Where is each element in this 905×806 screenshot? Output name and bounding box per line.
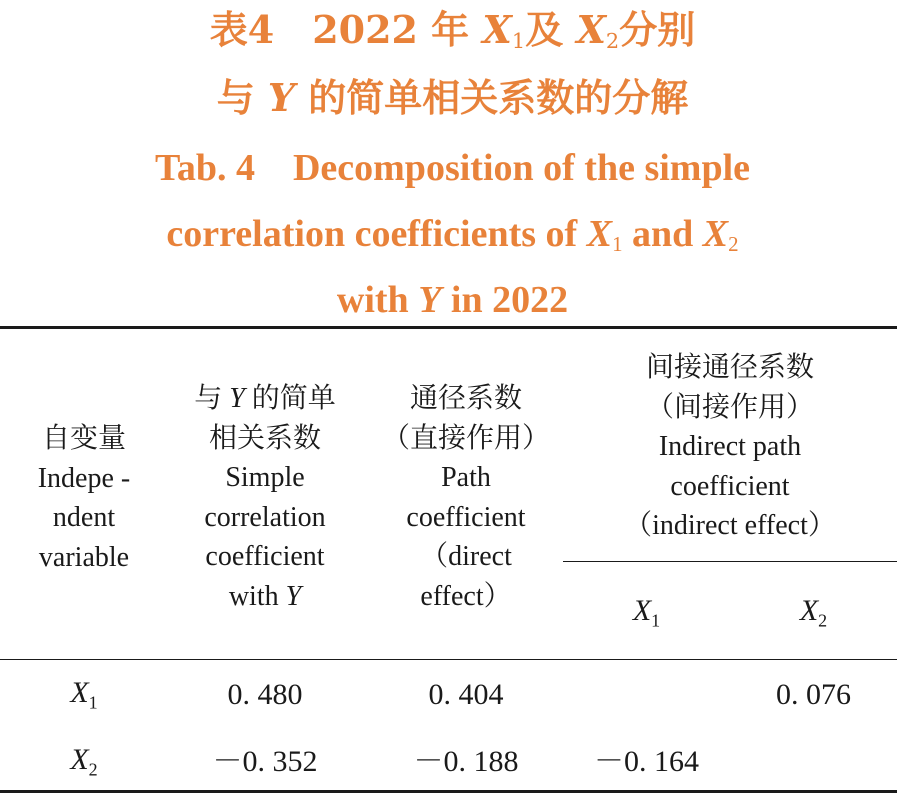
row-variable-x1: $X_1$ — [70, 676, 98, 713]
cell-simple-correlation: －0. 352 — [212, 745, 318, 778]
row-variable-x2: $X_2$ — [70, 743, 98, 780]
cell-simple-correlation: 0. 480 — [227, 678, 303, 711]
header-simple-correlation: 与 Y 的简单 相关系数 Simple correlation coefficient with Y — [194, 383, 336, 612]
header-indirect-path-coefficient: 间接通径系数 （间接作用） Indirect path coefficient （indirect effect） — [624, 352, 836, 541]
header-independent-variable: 自变量 Indepe - ndent variable — [37, 423, 131, 573]
table-title-en-line3: with Y in 2022 — [336, 279, 569, 321]
table-title-zh-line2: 与 Y 的简单相关系数的分解 — [216, 75, 689, 120]
table-title-en-line2: correlation coefficients of $X_1$ and $X_2$ — [166, 213, 739, 257]
indirect-subheader-rule — [563, 561, 897, 562]
table-title-zh-line1: 表4 2022 年 $X_1$及 $X_2$分别 — [209, 7, 696, 54]
table-bottom-rule — [0, 790, 897, 793]
cell-indirect-x2: 0. 076 — [776, 678, 851, 711]
cell-path-coefficient: 0. 404 — [428, 678, 504, 711]
cell-indirect-x1: －0. 164 — [594, 745, 699, 778]
cell-path-coefficient: －0. 188 — [413, 745, 519, 778]
table-title-en-line1: Tab. 4 Decomposition of the simple — [154, 147, 750, 189]
subheader-x1: $X_1$ — [632, 594, 661, 631]
header-path-coefficient: 通径系数 （直接作用） Path coefficient （direct effect） — [381, 383, 550, 612]
subheader-x2: $X_2$ — [799, 594, 828, 631]
table-top-rule — [0, 326, 897, 329]
header-bottom-rule — [0, 659, 897, 660]
